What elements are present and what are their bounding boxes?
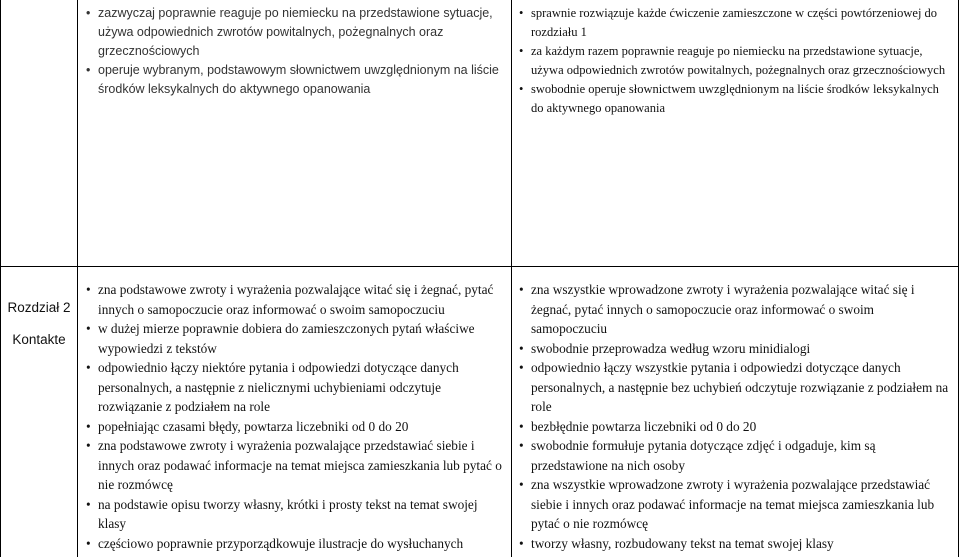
column-divider-label: [77, 0, 78, 557]
list-item: • swobodnie operuje słownictwem uwzględnionym na liście środków leksykalnych do aktywnego opanowania: [519, 80, 951, 118]
list-item: • zna podstawowe zwroty i wyrażenia pozwalające przedstawiać siebie i innych oraz podawać informacje na temat miejsca zamieszkania lub pytać o nie rozmówcę: [86, 436, 506, 495]
column-divider-middle: [511, 0, 512, 557]
chapter-topic: Kontakte: [12, 332, 66, 347]
list-item: • zna podstawowe zwroty i wyrażenia pozwalające witać się i żegnać, pytać innych o samopoczucie oraz informować o swoim samopoczuciu: [86, 280, 506, 319]
bottom-right-list: [519, 280, 953, 553]
list-item: • operuje wybranym, podstawowym słownictwem uwzględnionym na liście środków leksykalnych do aktywnego opanowania: [86, 61, 504, 99]
top-row-right-cell: [519, 4, 951, 118]
list-item: • sprawnie rozwiązuje każde ćwiczenie zamieszczone w części powtórzeniowej do rozdziału 1: [519, 4, 951, 42]
chapter-label: Rozdział 2: [7, 300, 71, 315]
top-row-left-cell: [86, 4, 504, 99]
bottom-left-list: [86, 280, 506, 553]
table-right-border: [958, 0, 959, 557]
list-item: • zna wszystkie wprowadzone zwroty i wyrażenia pozwalające przedstawiać siebie i innych oraz podawać informacje na temat miejsca zamieszkania lub pytać o nie rozmówcę: [519, 475, 953, 534]
list-item: • zazwyczaj poprawnie reaguje po niemiecku na przedstawione sytuacje, używa odpowiednich zwrotów powitalnych, pożegnalnych oraz grzecznościowych: [86, 4, 504, 61]
list-item: • odpowiednio łączy wszystkie pytania i odpowiedzi dotyczące danych personalnych, a następnie bez uchybień odczytuje rozwiązanie z podziałem na role: [519, 358, 953, 417]
list-item: • na podstawie opisu tworzy własny, krótki i prosty tekst na temat swojej klasy: [86, 495, 506, 534]
list-item: • bezbłędnie powtarza liczebniki od 0 do 20: [519, 417, 953, 437]
list-item: • swobodnie formułuje pytania dotyczące zdjęć i odgaduje, kim są przedstawione na nich osoby: [519, 436, 953, 475]
section-label-cell: [1, 292, 77, 356]
list-item: • swobodnie przeprowadza według wzoru minidialogi: [519, 339, 953, 359]
list-item: • częściowo poprawnie przyporządkowuje ilustracje do wysłuchanych: [86, 534, 506, 554]
bottom-row-right-cell: [519, 280, 953, 553]
top-right-list: [519, 4, 951, 118]
table-left-border: [0, 0, 1, 557]
bottom-row-left-cell: [86, 280, 506, 553]
row-divider: [0, 266, 959, 267]
list-item: • tworzy własny, rozbudowany tekst na temat swojej klasy: [519, 534, 953, 554]
list-item: • zna wszystkie wprowadzone zwroty i wyrażenia pozwalające witać się i żegnać, pytać innych o samopoczucie oraz informować o swoim samopoczuciu: [519, 280, 953, 339]
list-item: • odpowiednio łączy niektóre pytania i odpowiedzi dotyczące danych personalnych, a następnie z nielicznymi uchybieniami odczytuje rozwiązanie z podziałem na role: [86, 358, 506, 417]
top-left-list: [86, 4, 504, 99]
list-item: • za każdym razem poprawnie reaguje po niemiecku na przedstawione sytuacje, używa odpowiednich zwrotów powitalnych, pożegnalnych oraz grzecznościowych: [519, 42, 951, 80]
list-item: • w dużej mierze poprawnie dobiera do zamieszczonych pytań właściwe wypowiedzi z tekstów: [86, 319, 506, 358]
list-item: • popełniając czasami błędy, powtarza liczebniki od 0 do 20: [86, 417, 506, 437]
